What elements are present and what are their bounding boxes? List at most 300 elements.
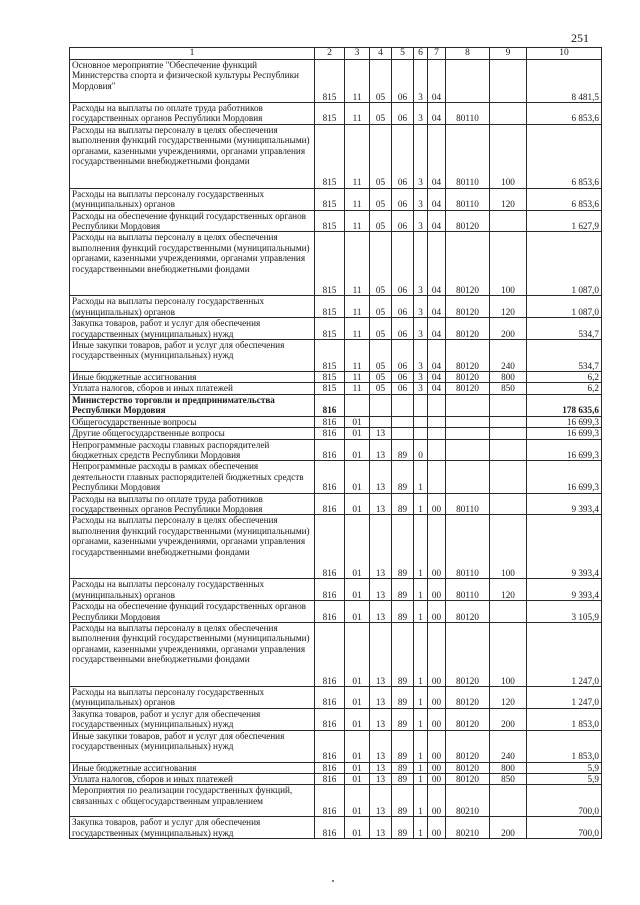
- amount-cell: 8 481,5: [527, 60, 602, 103]
- code-cell: 05: [370, 124, 392, 188]
- amount-cell: 1 087,0: [527, 296, 602, 318]
- code-cell: 815: [315, 232, 345, 296]
- code-cell: 80120: [446, 296, 490, 318]
- code-cell: 89: [392, 686, 414, 708]
- row-name-cell: Расходы на выплаты персоналу в целях обеспечения выполнения функций государственными (муниципальными) органами, казенными учреждениями, органами управления государственными внебюджетными фондами: [70, 515, 315, 579]
- code-cell: 11: [345, 318, 370, 340]
- code-cell: 89: [392, 817, 414, 839]
- code-cell: 800: [490, 372, 527, 383]
- code-cell: 100: [490, 622, 527, 686]
- code-cell: 80120: [446, 762, 490, 773]
- row-name-cell: Расходы на выплаты персоналу в целях обеспечения выполнения функций государственными (муниципальными) органами, казенными учреждениями, органами управления государственными внебюджетными фондами: [70, 124, 315, 188]
- code-cell: 80110: [446, 124, 490, 188]
- code-cell: 3: [414, 210, 428, 232]
- code-cell: [428, 461, 446, 493]
- code-cell: 89: [392, 774, 414, 785]
- code-cell: 04: [428, 318, 446, 340]
- code-cell: 1: [414, 461, 428, 493]
- code-cell: 80210: [446, 785, 490, 817]
- code-cell: 816: [315, 394, 345, 416]
- amount-cell: 6 853,6: [527, 103, 602, 125]
- code-cell: 13: [370, 493, 392, 515]
- code-cell: [414, 428, 428, 439]
- code-cell: 01: [345, 774, 370, 785]
- code-cell: 00: [428, 785, 446, 817]
- code-cell: 3: [414, 340, 428, 372]
- code-cell: 11: [345, 296, 370, 318]
- table-row: [70, 296, 602, 318]
- code-cell: 13: [370, 708, 392, 730]
- amount-cell: 1 087,0: [527, 232, 602, 296]
- row-name-cell: Иные бюджетные ассигнования: [70, 762, 315, 773]
- table-row: [70, 686, 602, 708]
- row-name-cell: Расходы на выплаты персоналу в целях обеспечения выполнения функций государственными (муниципальными) органами, казенными учреждениями, органами управления государственными внебюджетными фондами: [70, 232, 315, 296]
- code-cell: 80120: [446, 372, 490, 383]
- row-name-cell: Иные закупки товаров, работ и услуг для обеспечения государственных (муниципальных) нужд: [70, 730, 315, 762]
- code-cell: 13: [370, 686, 392, 708]
- row-name-cell: Непрограммные расходы в рамках обеспечения деятельности главных распорядителей бюджетных средств Республики Мордовия: [70, 461, 315, 493]
- code-cell: 01: [345, 461, 370, 493]
- code-cell: 3: [414, 232, 428, 296]
- code-cell: 04: [428, 103, 446, 125]
- code-cell: [370, 394, 392, 416]
- code-cell: 0: [414, 439, 428, 461]
- code-cell: 04: [428, 188, 446, 210]
- code-cell: 13: [370, 762, 392, 773]
- code-cell: 3: [414, 318, 428, 340]
- table-body: [70, 60, 602, 839]
- code-cell: 816: [315, 622, 345, 686]
- code-cell: 816: [315, 416, 345, 427]
- amount-cell: 1 247,0: [527, 622, 602, 686]
- code-cell: [490, 394, 527, 416]
- code-cell: 01: [345, 439, 370, 461]
- code-cell: [428, 428, 446, 439]
- code-cell: 815: [315, 383, 345, 394]
- code-cell: 01: [345, 515, 370, 579]
- code-cell: 11: [345, 103, 370, 125]
- code-cell: 13: [370, 579, 392, 601]
- code-cell: 815: [315, 124, 345, 188]
- code-cell: [490, 210, 527, 232]
- code-cell: 01: [345, 686, 370, 708]
- code-cell: 3: [414, 383, 428, 394]
- row-name-cell: Министерство торговли и предпринимательства Республики Мордовия: [70, 394, 315, 416]
- table-row: [70, 601, 602, 623]
- header-cell: 5: [392, 48, 414, 60]
- code-cell: 120: [490, 686, 527, 708]
- row-name-cell: Закупка товаров, работ и услуг для обеспечения государственных (муниципальных) нужд: [70, 708, 315, 730]
- code-cell: 11: [345, 232, 370, 296]
- table-row: [70, 318, 602, 340]
- table-row: [70, 762, 602, 773]
- code-cell: 06: [392, 318, 414, 340]
- table-row: [70, 439, 602, 461]
- code-cell: 1: [414, 622, 428, 686]
- amount-cell: 16 699,3: [527, 439, 602, 461]
- code-cell: 816: [315, 686, 345, 708]
- row-name-cell: Расходы на обеспечение функций государственных органов Республики Мордовия: [70, 210, 315, 232]
- amount-cell: 1 853,0: [527, 708, 602, 730]
- code-cell: [490, 416, 527, 427]
- code-cell: 816: [315, 730, 345, 762]
- code-cell: 816: [315, 428, 345, 439]
- table-row: [70, 383, 602, 394]
- table-row: [70, 817, 602, 839]
- table-row: [70, 103, 602, 125]
- code-cell: 06: [392, 383, 414, 394]
- code-cell: [446, 60, 490, 103]
- code-cell: 816: [315, 461, 345, 493]
- header-cell: 4: [370, 48, 392, 60]
- code-cell: 80120: [446, 774, 490, 785]
- row-name-cell: Расходы на выплаты персоналу государственных (муниципальных) органов: [70, 296, 315, 318]
- code-cell: 01: [345, 708, 370, 730]
- amount-cell: 9 393,4: [527, 579, 602, 601]
- code-cell: 00: [428, 817, 446, 839]
- code-cell: 11: [345, 124, 370, 188]
- code-cell: 3: [414, 103, 428, 125]
- amount-cell: 700,0: [527, 817, 602, 839]
- row-name-cell: Расходы на выплаты по оплате труда работников государственных органов Республики Мордовия: [70, 103, 315, 125]
- table-row: [70, 428, 602, 439]
- row-name-cell: Закупка товаров, работ и услуг для обеспечения государственных (муниципальных) нужд: [70, 817, 315, 839]
- code-cell: 05: [370, 188, 392, 210]
- code-cell: 100: [490, 124, 527, 188]
- code-cell: 1: [414, 515, 428, 579]
- amount-cell: 5,9: [527, 762, 602, 773]
- row-name-cell: Другие общегосударственные вопросы: [70, 428, 315, 439]
- code-cell: 06: [392, 296, 414, 318]
- code-cell: 05: [370, 372, 392, 383]
- code-cell: [414, 394, 428, 416]
- code-cell: 11: [345, 188, 370, 210]
- code-cell: 815: [315, 210, 345, 232]
- row-name-cell: Общегосударственные вопросы: [70, 416, 315, 427]
- code-cell: 89: [392, 785, 414, 817]
- code-cell: [446, 428, 490, 439]
- code-cell: 1: [414, 785, 428, 817]
- row-name-cell: Уплата налогов, сборов и иных платежей: [70, 774, 315, 785]
- code-cell: [490, 785, 527, 817]
- code-cell: 816: [315, 579, 345, 601]
- code-cell: 80120: [446, 622, 490, 686]
- code-cell: 01: [345, 817, 370, 839]
- code-cell: 80110: [446, 579, 490, 601]
- code-cell: 04: [428, 340, 446, 372]
- code-cell: [490, 493, 527, 515]
- header-cell: 1: [70, 48, 315, 60]
- code-cell: 00: [428, 686, 446, 708]
- code-cell: 11: [345, 372, 370, 383]
- code-cell: 00: [428, 579, 446, 601]
- code-cell: 80120: [446, 232, 490, 296]
- code-cell: [490, 428, 527, 439]
- code-cell: 05: [370, 60, 392, 103]
- code-cell: 89: [392, 730, 414, 762]
- code-cell: 800: [490, 762, 527, 773]
- table-row: [70, 461, 602, 493]
- code-cell: 815: [315, 188, 345, 210]
- amount-cell: 9 393,4: [527, 493, 602, 515]
- code-cell: 80210: [446, 817, 490, 839]
- code-cell: [414, 416, 428, 427]
- code-cell: 89: [392, 762, 414, 773]
- table-row: [70, 579, 602, 601]
- code-cell: 05: [370, 210, 392, 232]
- amount-cell: 9 393,4: [527, 515, 602, 579]
- code-cell: 06: [392, 60, 414, 103]
- code-cell: 05: [370, 232, 392, 296]
- code-cell: 04: [428, 232, 446, 296]
- budget-table: [69, 47, 602, 839]
- code-cell: 13: [370, 817, 392, 839]
- amount-cell: 3 105,9: [527, 601, 602, 623]
- code-cell: 816: [315, 774, 345, 785]
- code-cell: 80110: [446, 103, 490, 125]
- code-cell: 13: [370, 439, 392, 461]
- code-cell: 200: [490, 318, 527, 340]
- code-cell: [370, 416, 392, 427]
- code-cell: 06: [392, 232, 414, 296]
- code-cell: [490, 60, 527, 103]
- code-cell: 89: [392, 461, 414, 493]
- code-cell: 80120: [446, 686, 490, 708]
- table-row: [70, 232, 602, 296]
- code-cell: 04: [428, 60, 446, 103]
- code-cell: 13: [370, 461, 392, 493]
- code-cell: 815: [315, 60, 345, 103]
- code-cell: 80110: [446, 188, 490, 210]
- header-row: [70, 48, 602, 60]
- row-name-cell: Расходы на выплаты персоналу государственных (муниципальных) органов: [70, 188, 315, 210]
- code-cell: 816: [315, 785, 345, 817]
- code-cell: 89: [392, 439, 414, 461]
- code-cell: [392, 428, 414, 439]
- code-cell: 13: [370, 601, 392, 623]
- row-name-cell: Иные закупки товаров, работ и услуг для обеспечения государственных (муниципальных) нужд: [70, 340, 315, 372]
- code-cell: 1: [414, 708, 428, 730]
- code-cell: 815: [315, 372, 345, 383]
- amount-cell: 534,7: [527, 318, 602, 340]
- amount-cell: 6,2: [527, 372, 602, 383]
- table-row: [70, 416, 602, 427]
- code-cell: 13: [370, 622, 392, 686]
- amount-cell: 16 699,3: [527, 461, 602, 493]
- code-cell: 815: [315, 318, 345, 340]
- code-cell: 80120: [446, 318, 490, 340]
- code-cell: 05: [370, 340, 392, 372]
- code-cell: 89: [392, 708, 414, 730]
- code-cell: 06: [392, 372, 414, 383]
- code-cell: 3: [414, 372, 428, 383]
- code-cell: 11: [345, 60, 370, 103]
- code-cell: 13: [370, 774, 392, 785]
- table-row: [70, 785, 602, 817]
- code-cell: 04: [428, 210, 446, 232]
- code-cell: 1: [414, 817, 428, 839]
- code-cell: 11: [345, 210, 370, 232]
- code-cell: [446, 461, 490, 493]
- code-cell: 00: [428, 730, 446, 762]
- row-name-cell: Непрограммные расходы главных распорядителей бюджетных средств Республики Мордовия: [70, 439, 315, 461]
- code-cell: 1: [414, 762, 428, 773]
- code-cell: 89: [392, 622, 414, 686]
- code-cell: 816: [315, 762, 345, 773]
- row-name-cell: Расходы на выплаты персоналу государственных (муниципальных) органов: [70, 579, 315, 601]
- amount-cell: 6 853,6: [527, 188, 602, 210]
- code-cell: 01: [345, 416, 370, 427]
- code-cell: 80120: [446, 383, 490, 394]
- header-cell: 2: [315, 48, 345, 60]
- row-name-cell: Расходы на выплаты персоналу в целях обеспечения выполнения функций государственными (муниципальными) органами, казенными учреждениями, органами управления государственными внебюджетными фондами: [70, 622, 315, 686]
- code-cell: 816: [315, 515, 345, 579]
- code-cell: 80120: [446, 601, 490, 623]
- code-cell: 1: [414, 730, 428, 762]
- code-cell: 01: [345, 762, 370, 773]
- code-cell: 05: [370, 318, 392, 340]
- code-cell: 816: [315, 439, 345, 461]
- code-cell: 815: [315, 340, 345, 372]
- code-cell: 1: [414, 493, 428, 515]
- code-cell: 89: [392, 515, 414, 579]
- row-name-cell: Расходы на выплаты по оплате труда работников государственных органов Республики Мордовия: [70, 493, 315, 515]
- row-name-cell: Иные бюджетные ассигнования: [70, 372, 315, 383]
- code-cell: 01: [345, 579, 370, 601]
- header-cell: 3: [345, 48, 370, 60]
- table-row: [70, 515, 602, 579]
- code-cell: [428, 416, 446, 427]
- code-cell: 3: [414, 124, 428, 188]
- code-cell: 1: [414, 774, 428, 785]
- code-cell: 816: [315, 601, 345, 623]
- code-cell: 01: [345, 428, 370, 439]
- code-cell: 240: [490, 730, 527, 762]
- code-cell: 120: [490, 579, 527, 601]
- header-cell: 8: [446, 48, 490, 60]
- code-cell: [428, 439, 446, 461]
- header-cell: 6: [414, 48, 428, 60]
- header-cell: 7: [428, 48, 446, 60]
- code-cell: [345, 394, 370, 416]
- scan-artifact-dot: [332, 880, 334, 882]
- code-cell: 120: [490, 188, 527, 210]
- code-cell: 11: [345, 340, 370, 372]
- row-name-cell: Закупка товаров, работ и услуг для обеспечения государственных (муниципальных) нужд: [70, 318, 315, 340]
- code-cell: 06: [392, 124, 414, 188]
- code-cell: 06: [392, 103, 414, 125]
- code-cell: [490, 601, 527, 623]
- code-cell: 00: [428, 601, 446, 623]
- table-row: [70, 493, 602, 515]
- code-cell: 04: [428, 372, 446, 383]
- code-cell: 89: [392, 601, 414, 623]
- table-row: [70, 60, 602, 103]
- code-cell: [392, 394, 414, 416]
- code-cell: [490, 439, 527, 461]
- code-cell: 89: [392, 579, 414, 601]
- code-cell: 05: [370, 296, 392, 318]
- amount-cell: 534,7: [527, 340, 602, 372]
- table-row: [70, 210, 602, 232]
- table-row: [70, 124, 602, 188]
- amount-cell: 700,0: [527, 785, 602, 817]
- code-cell: [490, 103, 527, 125]
- table-row: [70, 622, 602, 686]
- code-cell: 850: [490, 383, 527, 394]
- code-cell: 00: [428, 708, 446, 730]
- code-cell: 00: [428, 762, 446, 773]
- code-cell: 80120: [446, 730, 490, 762]
- amount-cell: 1 247,0: [527, 686, 602, 708]
- code-cell: 816: [315, 817, 345, 839]
- code-cell: 13: [370, 428, 392, 439]
- code-cell: 06: [392, 188, 414, 210]
- row-name-cell: Расходы на обеспечение функций государственных органов Республики Мордовия: [70, 601, 315, 623]
- code-cell: 3: [414, 60, 428, 103]
- code-cell: 200: [490, 817, 527, 839]
- code-cell: 80110: [446, 515, 490, 579]
- code-cell: 1: [414, 686, 428, 708]
- amount-cell: 16 699,3: [527, 428, 602, 439]
- code-cell: 01: [345, 622, 370, 686]
- table-row: [70, 774, 602, 785]
- code-cell: 815: [315, 296, 345, 318]
- code-cell: 3: [414, 188, 428, 210]
- code-cell: 100: [490, 232, 527, 296]
- code-cell: [392, 416, 414, 427]
- table-row: [70, 372, 602, 383]
- code-cell: [428, 394, 446, 416]
- code-cell: 80110: [446, 493, 490, 515]
- code-cell: 13: [370, 730, 392, 762]
- code-cell: 13: [370, 515, 392, 579]
- code-cell: 3: [414, 296, 428, 318]
- code-cell: 01: [345, 493, 370, 515]
- header-cell: 9: [490, 48, 527, 60]
- code-cell: [446, 416, 490, 427]
- code-cell: 06: [392, 340, 414, 372]
- code-cell: 1: [414, 601, 428, 623]
- table-row: [70, 708, 602, 730]
- amount-cell: 6 853,6: [527, 124, 602, 188]
- code-cell: 01: [345, 601, 370, 623]
- amount-cell: 1 853,0: [527, 730, 602, 762]
- code-cell: 80120: [446, 708, 490, 730]
- code-cell: 80120: [446, 210, 490, 232]
- code-cell: 04: [428, 383, 446, 394]
- row-name-cell: Мероприятия по реализации государственных функций, связанных с общегосударственным управлением: [70, 785, 315, 817]
- code-cell: [446, 439, 490, 461]
- code-cell: 89: [392, 493, 414, 515]
- row-name-cell: Основное мероприятие "Обеспечение функций Министерства спорта и физической культуры Республики Мордовия": [70, 60, 315, 103]
- amount-cell: 5,9: [527, 774, 602, 785]
- code-cell: 120: [490, 296, 527, 318]
- code-cell: 00: [428, 515, 446, 579]
- code-cell: 01: [345, 730, 370, 762]
- code-cell: 04: [428, 296, 446, 318]
- table-row: [70, 340, 602, 372]
- code-cell: 04: [428, 124, 446, 188]
- amount-cell: 178 635,6: [527, 394, 602, 416]
- header-cell: 10: [527, 48, 602, 60]
- code-cell: 815: [315, 103, 345, 125]
- code-cell: 100: [490, 515, 527, 579]
- table-row: [70, 730, 602, 762]
- code-cell: 00: [428, 774, 446, 785]
- code-cell: 01: [345, 785, 370, 817]
- code-cell: 240: [490, 340, 527, 372]
